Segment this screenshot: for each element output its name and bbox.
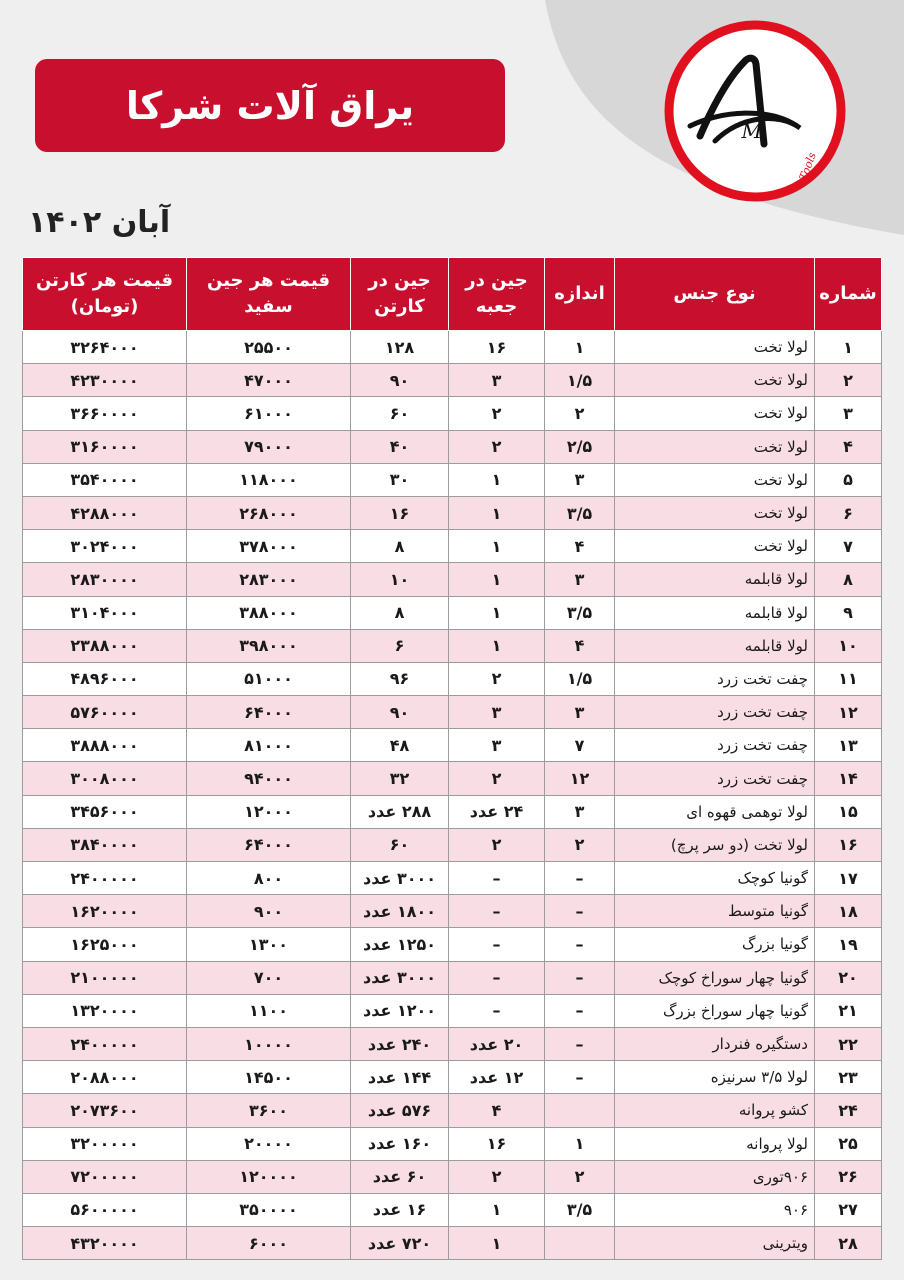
cell-number: ۲۴: [815, 1094, 882, 1127]
cell-price-per-dozen: ۳۹۸۰۰۰: [187, 629, 351, 662]
cell-price-per-carton: ۲۴۰۰۰۰۰: [23, 1027, 187, 1060]
cell-per-box: ۱۶: [449, 331, 545, 364]
cell-type: دستگیره فنردار: [615, 1027, 815, 1060]
cell-per-box: ۱۲ عدد: [449, 1061, 545, 1094]
cell-number: ۱۸: [815, 895, 882, 928]
header-number: شماره: [815, 258, 882, 331]
cell-per-carton: ۱۲۸: [351, 331, 449, 364]
cell-type: لولا تخت: [615, 496, 815, 529]
cell-number: ۱۲: [815, 696, 882, 729]
cell-type: گونیا متوسط: [615, 895, 815, 928]
cell-price-per-carton: ۴۲۳۰۰۰۰: [23, 364, 187, 397]
cell-type: لولا تخت: [615, 364, 815, 397]
cell-type: لولا تخت: [615, 463, 815, 496]
header-price-per-dozen: قیمت هر جین سفید: [187, 258, 351, 331]
cell-type: لولا تخت: [615, 530, 815, 563]
table-row: [23, 1193, 882, 1226]
cell-size: ۱: [545, 1127, 615, 1160]
cell-number: ۱۳: [815, 729, 882, 762]
cell-price-per-dozen: ۷۰۰: [187, 961, 351, 994]
cell-price-per-dozen: ۳۷۸۰۰۰: [187, 530, 351, 563]
table-row: [23, 596, 882, 629]
cell-price-per-carton: ۳۰۰۸۰۰۰: [23, 762, 187, 795]
cell-size: ۲: [545, 828, 615, 861]
cell-size: ۱/۵: [545, 364, 615, 397]
cell-size: [545, 1227, 615, 1260]
cell-per-carton: ۴۰: [351, 430, 449, 463]
cell-price-per-carton: ۳۵۴۰۰۰۰: [23, 463, 187, 496]
cell-number: ۱۵: [815, 795, 882, 828]
cell-per-box: ۱۶: [449, 1127, 545, 1160]
cell-size: ۷: [545, 729, 615, 762]
table-row: [23, 795, 882, 828]
cell-per-carton: ۳۲: [351, 762, 449, 795]
cell-size: ۳/۵: [545, 1193, 615, 1226]
cell-type: گونیا کوچک: [615, 862, 815, 895]
cell-price-per-dozen: ۴۷۰۰۰: [187, 364, 351, 397]
cell-size: ۳: [545, 463, 615, 496]
cell-per-box: ۲۰ عدد: [449, 1027, 545, 1060]
table-row: [23, 729, 882, 762]
cell-price-per-dozen: ۹۴۰۰۰: [187, 762, 351, 795]
cell-size: –: [545, 928, 615, 961]
cell-number: ۳: [815, 397, 882, 430]
cell-price-per-dozen: ۱۳۰۰: [187, 928, 351, 961]
table-row: [23, 696, 882, 729]
cell-size: [545, 1094, 615, 1127]
cell-number: ۱۴: [815, 762, 882, 795]
cell-number: ۱۷: [815, 862, 882, 895]
cell-size: ۳: [545, 696, 615, 729]
cell-per-box: ۱: [449, 596, 545, 629]
header-price-per-carton: قیمت هر کارتن (تومان): [23, 258, 187, 331]
cell-per-carton: ۹۰: [351, 696, 449, 729]
cell-size: –: [545, 994, 615, 1027]
cell-size: ۳/۵: [545, 496, 615, 529]
cell-price-per-carton: ۴۳۲۰۰۰۰: [23, 1227, 187, 1260]
cell-per-carton: ۱۲۵۰ عدد: [351, 928, 449, 961]
cell-per-box: ۲: [449, 762, 545, 795]
cell-price-per-carton: ۳۲۶۴۰۰۰: [23, 331, 187, 364]
date-text: آبان ۱۴۰۲: [28, 205, 171, 240]
header-per-carton: جین در کارتن: [351, 258, 449, 331]
cell-number: ۱۶: [815, 828, 882, 861]
cell-per-box: ۱: [449, 563, 545, 596]
cell-price-per-carton: ۷۲۰۰۰۰۰: [23, 1160, 187, 1193]
cell-price-per-carton: ۳۱۶۰۰۰۰: [23, 430, 187, 463]
table-row: [23, 1027, 882, 1060]
page-title: [35, 59, 505, 152]
header-size: اندازه: [545, 258, 615, 331]
cell-per-box: –: [449, 862, 545, 895]
table-row: [23, 828, 882, 861]
cell-price-per-dozen: ۱۱۰۰: [187, 994, 351, 1027]
cell-price-per-carton: ۳۲۰۰۰۰۰: [23, 1127, 187, 1160]
cell-per-carton: ۱۸۰۰ عدد: [351, 895, 449, 928]
cell-price-per-carton: ۳۱۰۴۰۰۰: [23, 596, 187, 629]
cell-type: لولا قابلمه: [615, 629, 815, 662]
cell-per-box: ۱: [449, 629, 545, 662]
cell-per-carton: ۱۴۴ عدد: [351, 1061, 449, 1094]
cell-type: ۹۰۶توری: [615, 1160, 815, 1193]
table-row: [23, 496, 882, 529]
cell-per-carton: ۹۶: [351, 662, 449, 695]
header-type: نوع جنس: [615, 258, 815, 331]
cell-per-carton: ۱۶۰ عدد: [351, 1127, 449, 1160]
cell-per-carton: ۶: [351, 629, 449, 662]
table-row: [23, 1094, 882, 1127]
table-row: [23, 1227, 882, 1260]
cell-number: ۸: [815, 563, 882, 596]
cell-per-carton: ۲۸۸ عدد: [351, 795, 449, 828]
cell-price-per-dozen: ۹۰۰: [187, 895, 351, 928]
cell-per-box: –: [449, 961, 545, 994]
cell-price-per-dozen: ۳۶۰۰: [187, 1094, 351, 1127]
cell-price-per-dozen: ۶۱۰۰۰: [187, 397, 351, 430]
price-table: [22, 257, 882, 1260]
table-row: [23, 397, 882, 430]
table-row: [23, 1061, 882, 1094]
cell-size: ۳: [545, 795, 615, 828]
cell-type: لولا توهمی قهوه ای: [615, 795, 815, 828]
cell-type: چفت تخت زرد: [615, 696, 815, 729]
cell-size: ۳: [545, 563, 615, 596]
cell-per-carton: ۶۰ عدد: [351, 1160, 449, 1193]
cell-type: لولا قابلمه: [615, 563, 815, 596]
cell-price-per-carton: ۵۶۰۰۰۰۰: [23, 1193, 187, 1226]
cell-price-per-dozen: ۶۴۰۰۰: [187, 828, 351, 861]
cell-price-per-dozen: ۶۰۰۰: [187, 1227, 351, 1260]
cell-price-per-carton: ۳۴۵۶۰۰۰: [23, 795, 187, 828]
cell-price-per-carton: ۳۶۶۰۰۰۰: [23, 397, 187, 430]
cell-per-carton: ۵۷۶ عدد: [351, 1094, 449, 1127]
cell-price-per-carton: ۳۰۲۴۰۰۰: [23, 530, 187, 563]
cell-price-per-carton: ۲۱۰۰۰۰۰: [23, 961, 187, 994]
cell-per-carton: ۷۲۰ عدد: [351, 1227, 449, 1260]
cell-type: چفت تخت زرد: [615, 662, 815, 695]
cell-price-per-carton: ۱۶۲۵۰۰۰: [23, 928, 187, 961]
cell-per-carton: ۲۴۰ عدد: [351, 1027, 449, 1060]
cell-per-box: ۱: [449, 1193, 545, 1226]
header-per-box: جین در جعبه: [449, 258, 545, 331]
table-row: [23, 463, 882, 496]
cell-number: ۲۶: [815, 1160, 882, 1193]
cell-size: ۱: [545, 331, 615, 364]
cell-size: ۱/۵: [545, 662, 615, 695]
cell-per-carton: ۶۰: [351, 828, 449, 861]
logo-tag: Tools: [796, 150, 819, 183]
table-row: [23, 862, 882, 895]
cell-type: ۹۰۶: [615, 1193, 815, 1226]
cell-number: ۲۳: [815, 1061, 882, 1094]
cell-price-per-dozen: ۵۱۰۰۰: [187, 662, 351, 695]
page-title-text: یراق آلات شرکا: [125, 83, 415, 128]
cell-number: ۶: [815, 496, 882, 529]
table-row: [23, 895, 882, 928]
cell-price-per-dozen: ۳۸۸۰۰۰: [187, 596, 351, 629]
table-row: [23, 662, 882, 695]
cell-price-per-carton: ۳۸۴۰۰۰۰: [23, 828, 187, 861]
table-row: [23, 928, 882, 961]
cell-number: ۲۷: [815, 1193, 882, 1226]
cell-type: لولا پروانه: [615, 1127, 815, 1160]
cell-size: ۱۲: [545, 762, 615, 795]
table-row: [23, 364, 882, 397]
cell-per-box: ۲: [449, 1160, 545, 1193]
cell-per-carton: ۱۰: [351, 563, 449, 596]
table-header: [23, 258, 882, 331]
cell-number: ۲۵: [815, 1127, 882, 1160]
cell-size: ۲: [545, 1160, 615, 1193]
cell-number: ۷: [815, 530, 882, 563]
cell-price-per-dozen: ۲۸۳۰۰۰: [187, 563, 351, 596]
cell-per-box: ۳: [449, 729, 545, 762]
cell-per-box: ۲: [449, 397, 545, 430]
cell-per-carton: ۴۸: [351, 729, 449, 762]
table-row: [23, 629, 882, 662]
cell-type: لولا تخت: [615, 430, 815, 463]
cell-size: –: [545, 961, 615, 994]
cell-per-box: ۲: [449, 430, 545, 463]
cell-per-carton: ۸: [351, 530, 449, 563]
cell-price-per-dozen: ۷۹۰۰۰: [187, 430, 351, 463]
cell-price-per-carton: ۱۶۲۰۰۰۰: [23, 895, 187, 928]
cell-price-per-carton: ۲۳۸۸۰۰۰: [23, 629, 187, 662]
cell-number: ۲۱: [815, 994, 882, 1027]
cell-price-per-dozen: ۲۵۵۰۰: [187, 331, 351, 364]
table-row: [23, 1127, 882, 1160]
table-row: [23, 994, 882, 1027]
table-row: [23, 961, 882, 994]
cell-price-per-carton: ۴۸۹۶۰۰۰: [23, 662, 187, 695]
cell-per-carton: ۳۰: [351, 463, 449, 496]
cell-type: لولا تخت: [615, 331, 815, 364]
cell-per-carton: ۱۲۰۰ عدد: [351, 994, 449, 1027]
cell-price-per-dozen: ۲۰۰۰۰: [187, 1127, 351, 1160]
cell-type: گونیا چهار سوراخ کوچک: [615, 961, 815, 994]
cell-per-carton: ۱۶: [351, 496, 449, 529]
cell-number: ۲۸: [815, 1227, 882, 1260]
table-row: [23, 530, 882, 563]
cell-number: ۴: [815, 430, 882, 463]
cell-number: ۲۰: [815, 961, 882, 994]
cell-price-per-carton: ۲۰۸۸۰۰۰: [23, 1061, 187, 1094]
cell-price-per-dozen: ۱۲۰۰۰: [187, 795, 351, 828]
cell-type: لولا تخت: [615, 397, 815, 430]
cell-number: ۲: [815, 364, 882, 397]
cell-per-carton: ۹۰: [351, 364, 449, 397]
cell-price-per-carton: ۵۷۶۰۰۰۰: [23, 696, 187, 729]
cell-price-per-carton: ۱۳۲۰۰۰۰: [23, 994, 187, 1027]
cell-number: ۱۹: [815, 928, 882, 961]
cell-per-carton: ۱۶ عدد: [351, 1193, 449, 1226]
cell-type: کشو پروانه: [615, 1094, 815, 1127]
logo-letter-a: A: [659, 16, 660, 17]
cell-per-carton: ۶۰: [351, 397, 449, 430]
table-row: [23, 331, 882, 364]
cell-per-carton: ۳۰۰۰ عدد: [351, 862, 449, 895]
cell-per-box: ۳: [449, 364, 545, 397]
cell-price-per-dozen: ۸۰۰: [187, 862, 351, 895]
cell-price-per-carton: ۴۲۸۸۰۰۰: [23, 496, 187, 529]
cell-size: –: [545, 1027, 615, 1060]
cell-type: گونیا بزرگ: [615, 928, 815, 961]
cell-type: ویترینی: [615, 1227, 815, 1260]
date-label: [28, 205, 228, 249]
cell-per-box: ۱: [449, 1227, 545, 1260]
table-row: [23, 563, 882, 596]
cell-price-per-carton: ۲۰۷۳۶۰۰: [23, 1094, 187, 1127]
cell-per-carton: ۸: [351, 596, 449, 629]
cell-type: چفت تخت زرد: [615, 729, 815, 762]
cell-size: ۴: [545, 530, 615, 563]
company-logo: [660, 16, 850, 206]
cell-price-per-dozen: ۳۵۰۰۰۰: [187, 1193, 351, 1226]
table-row: [23, 1160, 882, 1193]
cell-number: ۱: [815, 331, 882, 364]
cell-per-box: ۱: [449, 463, 545, 496]
cell-type: گونیا چهار سوراخ بزرگ: [615, 994, 815, 1027]
cell-price-per-dozen: ۱۲۰۰۰۰: [187, 1160, 351, 1193]
logo-letter-m: M: [741, 119, 762, 143]
cell-type: لولا تخت (دو سر پرچ): [615, 828, 815, 861]
cell-number: ۹: [815, 596, 882, 629]
cell-per-box: –: [449, 895, 545, 928]
cell-number: ۱۱: [815, 662, 882, 695]
cell-price-per-dozen: ۱۰۰۰۰: [187, 1027, 351, 1060]
cell-price-per-dozen: ۱۱۸۰۰۰: [187, 463, 351, 496]
cell-price-per-dozen: ۲۶۸۰۰۰: [187, 496, 351, 529]
cell-price-per-carton: ۳۸۸۸۰۰۰: [23, 729, 187, 762]
cell-size: ۲/۵: [545, 430, 615, 463]
cell-number: ۲۲: [815, 1027, 882, 1060]
cell-per-box: ۱: [449, 530, 545, 563]
cell-per-box: ۴: [449, 1094, 545, 1127]
cell-size: –: [545, 862, 615, 895]
cell-type: چفت تخت زرد: [615, 762, 815, 795]
table-row: [23, 430, 882, 463]
cell-number: ۱۰: [815, 629, 882, 662]
cell-per-box: ۲: [449, 662, 545, 695]
cell-type: لولا قابلمه: [615, 596, 815, 629]
cell-size: –: [545, 895, 615, 928]
cell-per-box: ۲: [449, 828, 545, 861]
cell-size: ۴: [545, 629, 615, 662]
table-row: [23, 762, 882, 795]
cell-price-per-carton: ۲۸۳۰۰۰۰: [23, 563, 187, 596]
cell-price-per-dozen: ۶۴۰۰۰: [187, 696, 351, 729]
cell-size: ۲: [545, 397, 615, 430]
cell-per-box: ۱: [449, 496, 545, 529]
table-body: [23, 331, 882, 1260]
cell-type: لولا ۳/۵ سرنیزه: [615, 1061, 815, 1094]
cell-per-carton: ۳۰۰۰ عدد: [351, 961, 449, 994]
cell-per-box: ۲۴ عدد: [449, 795, 545, 828]
cell-number: ۵: [815, 463, 882, 496]
cell-price-per-carton: ۲۴۰۰۰۰۰: [23, 862, 187, 895]
cell-per-box: –: [449, 994, 545, 1027]
cell-per-box: –: [449, 928, 545, 961]
cell-per-box: ۳: [449, 696, 545, 729]
cell-size: –: [545, 1061, 615, 1094]
cell-size: ۳/۵: [545, 596, 615, 629]
cell-price-per-dozen: ۱۴۵۰۰: [187, 1061, 351, 1094]
cell-price-per-dozen: ۸۱۰۰۰: [187, 729, 351, 762]
